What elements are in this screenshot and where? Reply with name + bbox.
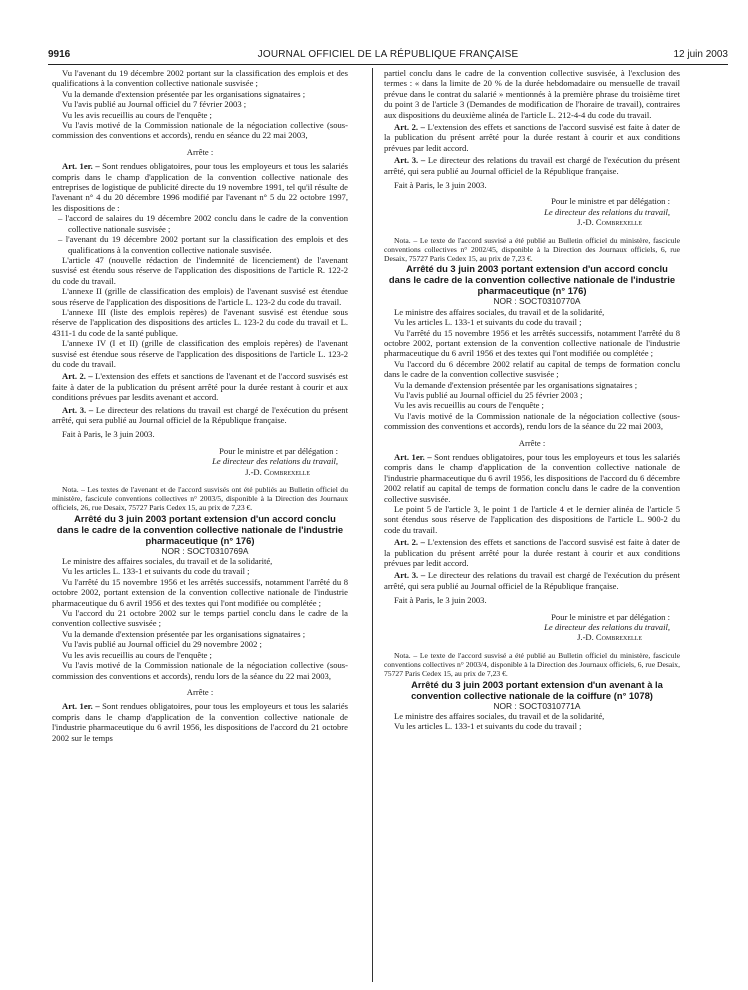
paragraph: Vu la demande d'extension présentée par les organisations signataires ; <box>394 379 638 390</box>
nor-reference: NOR : SOCT0310771A <box>493 700 581 711</box>
paragraph: L'annexe IV (I et II) (grille de classification des emplois repères) de l'avenant susvisé est étendue sous réserve de l'application des dispositions de l'article L. 123-2 du code du travail. <box>52 338 348 369</box>
article-text: L'extension des effets et sanctions de l'accord susvisé est faite à dater de la publication du présent arrêté pour la durée restant à courir et aux conditions prévues par ledit accord. <box>384 537 680 569</box>
article-1 <box>52 701 348 743</box>
arrete-title: Arrêté du 3 juin 2003 portant extension d'un accord conclu dans le cadre de la convention collective nationale de l'industrie pharmaceutique (n° 176) <box>56 512 344 546</box>
arrete-title: Arrêté du 3 juin 2003 portant extension d'un avenant à la convention collective nationale de la coiffure (n° 1078) <box>411 678 663 701</box>
article-label: Art. 2. – <box>394 122 425 133</box>
paragraph: Le point 5 de l'article 3, le point 1 de l'article 4 et le dernier alinéa de l'article 5 sont étendus sous réserve de l'application des dispositions de l'article L. 900-2 du code du travail. <box>384 504 680 535</box>
signature-role: Le directeur des relations du travail, <box>212 456 338 467</box>
arrete-heading: Arrête : <box>518 437 546 448</box>
arrete-heading: Arrête : <box>186 146 214 157</box>
article-text: Sont rendues obligatoires, pour tous les employeurs et tous les salariés compris dans le champ d'application de la convention collective nationale de l'industrie pharmaceutique du 6 avril 1956, les dispositions de l'accord du 6 décembre 2002 relatif au capital de temps de formation conclu dans le cadre de la convention collective susvisée. <box>384 451 680 504</box>
article-label: Art. 3. – <box>62 404 94 415</box>
paragraph: L'annexe III (liste des emplois repères) de l'avenant susvisé est étendue sous réserve de l'application des dispositions des articles L. 123-2 du code du travail et L. 4311-1 du code de la santé publique. <box>52 306 348 338</box>
article-2 <box>384 122 680 153</box>
arrete-title: Arrêté du 3 juin 2003 portant extension d'un accord conclu dans le cadre de la convention collective nationale de l'industrie pharmaceutique (n° 176) <box>388 263 676 297</box>
nota-note: Nota. – Les textes de l'avenant et de l'accord susvisés ont été publiés au Bulletin officiel du ministère, fascicule conventions collectives n° 2003/5, disponible à la Direction des Journaux officiels, 26, rue Desaix, 75727 Paris Cedex 15, au prix de 7,23 €. <box>52 485 348 513</box>
paragraph: Vu les avis recueillis au cours de l'enquête ; <box>394 400 544 411</box>
arrete-heading: Arrête : <box>186 686 214 697</box>
paragraph: Vu l'accord du 21 octobre 2002 sur le temps partiel conclu dans le cadre de la convention collective susvisée ; <box>52 608 348 629</box>
paragraph: L'article 47 (nouvelle rédaction de l'indemnité de licenciement) de l'avenant susvisé est étendu sous réserve de l'application des dispositions de l'article R. 122-2 du code du travail. <box>52 254 348 286</box>
signatory-name: J.-D. Combrexelle <box>577 632 642 643</box>
paragraph: Vu l'arrêté du 15 novembre 1956 et les arrêtés successifs, notamment l'arrêté du 8 octobre 2002, portant extension de la convention collective nationale de l'industrie pharmaceutique du 6 avril 1956 et des textes qui l'ont modifiée ou complétée ; <box>52 576 348 608</box>
paragraph: Le ministre des affaires sociales, du travail et de la solidarité, <box>394 710 605 721</box>
signature-date: Fait à Paris, le 3 juin 2003. <box>394 180 487 191</box>
journal-title: JOURNAL OFFICIEL DE LA RÉPUBLIQUE FRANÇAISE <box>257 49 519 60</box>
article-label: Art. 1er. – <box>62 701 100 712</box>
article-text: Le directeur des relations du travail est chargé de l'exécution du présent arrêté, qui sera publié au Journal officiel de la République française. <box>384 155 680 176</box>
article-3 <box>52 405 348 426</box>
paragraph: Vu l'avenant du 19 décembre 2002 portant sur la classification des emplois et des qualifications à la convention collective nationale susvisée ; <box>52 68 348 89</box>
paragraph: Vu les avis recueillis au cours de l'enquête ; <box>62 109 212 120</box>
paragraph: Vu l'avis publié au Journal officiel du 29 novembre 2002 ; <box>62 639 262 650</box>
nota-note: Nota. – Le texte de l'accord susvisé a été publié au Bulletin officiel du ministère, fascicule conventions collectives n° 2002/45, disponible à la Direction des Journaux officiels, 6, rue Desaix, 75727 Paris Cedex 15, au prix de 7,23 €. <box>384 235 680 264</box>
page-header <box>48 48 728 62</box>
article-3 <box>384 155 680 176</box>
right-column <box>384 68 680 982</box>
left-column <box>52 68 348 982</box>
signature-line: Pour le ministre et par délégation : <box>551 611 670 622</box>
article-label: Art. 1er. – <box>394 451 432 462</box>
paragraph: Vu l'avis publié au Journal officiel du 7 février 2003 ; <box>62 99 247 110</box>
signature-date: Fait à Paris, le 3 juin 2003. <box>62 429 155 440</box>
article-label: Art. 2. – <box>62 371 93 382</box>
nor-reference: NOR : SOCT0310769A <box>161 545 249 556</box>
article-label: Art. 2. – <box>394 537 425 548</box>
signature-date: Fait à Paris, le 3 juin 2003. <box>394 595 487 606</box>
article-2 <box>52 371 348 402</box>
article-text: L'extension des effets et sanctions de l'accord susvisé est faite à dater de la publication du présent arrêté pour la durée restant à courir et aux conditions prévues par ledit accord. <box>384 122 680 153</box>
paragraph: Vu les avis recueillis au cours de l'enquête ; <box>62 649 212 660</box>
article-label: Art. 1er. – <box>62 161 100 172</box>
signatory-name: J.-D. Combrexelle <box>245 466 310 477</box>
paragraph: L'annexe II (grille de classification des emplois) de l'avenant susvisé est étendue sous réserve de l'application des dispositions de l'article L. 123-2 du code du travail. <box>52 286 348 307</box>
article-text: Sont rendues obligatoires, pour tous les employeurs et tous les salariés compris dans le champ d'application de la convention collective nationale de l'industrie pharmaceutique du 6 avril 1956, les dispositions de l'accord du 21 octobre 2002 sur le temps <box>52 701 348 743</box>
article-1 <box>384 452 680 504</box>
header-rule <box>48 64 728 65</box>
article-3 <box>384 570 680 591</box>
signature-role: Le directeur des relations du travail, <box>544 206 670 217</box>
paragraph: Vu l'avis motivé de la Commission nationale de la négociation collective (sous-commission des conventions et accords), rendu lors de la séance du 22 mai 2003, <box>52 660 348 681</box>
article-text: Le directeur des relations du travail est chargé de l'exécution du présent arrêté, qui sera publié au Journal officiel de la République française. <box>384 570 680 591</box>
paragraph: Vu les articles L. 133-1 et suivants du code du travail ; <box>394 721 582 732</box>
article-1 <box>52 161 348 213</box>
article-2 <box>384 537 680 568</box>
signature-line: Pour le ministre et par délégation : <box>551 196 670 207</box>
list-item: – l'accord de salaires du 19 décembre 2002 conclu dans le cadre de la convention collective nationale susvisée ; <box>58 213 348 234</box>
article-text: Sont rendues obligatoires, pour tous les employeurs et tous les salariés compris dans le champ d'application de la convention collective nationale des entreprises de logistique de publicité directe du 19 novembre 1991, tel qu'il résulte de l'avenant n° 4 du 20 décembre 1996 modifié par l'avenant n° 5 du 22 octobre 1997, les dispositions de : <box>52 161 348 213</box>
paragraph: Vu l'arrêté du 15 novembre 1956 et les arrêtés successifs, notamment l'arrêté du 8 octobre 2002, portant extension de la convention collective nationale de l'industrie pharmaceutique du 6 avril 1956 et des textes qui l'ont modifiée ou complétée ; <box>384 327 680 359</box>
paragraph: Le ministre des affaires sociales, du travail et de la solidarité, <box>394 306 605 317</box>
nor-reference: NOR : SOCT0310770A <box>493 296 581 307</box>
article-text: Le directeur des relations du travail est chargé de l'exécution du présent arrêté, qui sera publié au Journal officiel de la République française. <box>52 404 348 425</box>
paragraph: Vu les articles L. 133-1 et suivants du code du travail ; <box>62 566 250 577</box>
signature-role: Le directeur des relations du travail, <box>544 622 670 633</box>
paragraph: Vu l'avis motivé de la Commission nationale de la négociation collective (sous-commission des conventions et accords), rendu en séance du 22 mai 2003, <box>52 120 348 141</box>
article-label: Art. 3. – <box>394 570 426 581</box>
signatory-name: J.-D. Combrexelle <box>577 217 642 228</box>
column-separator <box>372 68 373 982</box>
article-label: Art. 3. – <box>394 155 426 166</box>
paragraph: Vu la demande d'extension présentée par les organisations signataires ; <box>62 628 306 639</box>
paragraph: Vu l'avis motivé de la Commission nationale de la négociation collective (sous-commission des conventions et accords), rendu lors de la séance du 22 mai 2003, <box>384 410 680 432</box>
paragraph: partiel conclu dans le cadre de la convention collective susvisée, à l'exclusion des termes : « dans la limite de 20 % de la durée hebdomadaire ou mensuelle de travail prévue dans le contrat du salarié » mentionnés à la première phrase du troisième tiret du point 3 de l'article 3 (Demandes de modification de l'horaire de travail), contraires aux dispositions du deuxième alinéa de l'article L. 212-4-4 du code du travail. <box>384 68 680 120</box>
page-number: 9916 <box>48 49 71 60</box>
list-item: – l'avenant du 19 décembre 2002 portant sur la classification des emplois et des qualifications à la convention collective nationale susvisée. <box>58 234 348 255</box>
paragraph: Vu la demande d'extension présentée par les organisations signataires ; <box>62 88 306 99</box>
paragraph: Le ministre des affaires sociales, du travail et de la solidarité, <box>62 556 273 567</box>
paragraph: Vu les articles L. 133-1 et suivants du code du travail ; <box>394 317 582 328</box>
paragraph: Vu l'accord du 6 décembre 2002 relatif au capital de temps de formation conclu dans le cadre de la convention collective susvisée ; <box>384 358 680 380</box>
article-text: L'extension des effets et sanctions de l'avenant et de l'accord susvisés est faite à dater de la publication du présent arrêté pour la durée restant à courir et aux conditions prévues par lesdits avenant et accord. <box>52 371 348 403</box>
nota-note: Nota. – Le texte de l'accord susvisé a été publié au Bulletin officiel du ministère, fascicule conventions collectives n° 2003/4, disponible à la Direction des Journaux officiels, 6, rue Desaix, 75727 Paris Cedex 15, au prix de 7,23 €. <box>384 650 680 679</box>
issue-date: 12 juin 2003 <box>673 49 728 60</box>
paragraph: Vu l'avis publié au Journal officiel du 25 février 2003 ; <box>394 389 583 400</box>
signature-line: Pour le ministre et par délégation : <box>219 445 338 456</box>
